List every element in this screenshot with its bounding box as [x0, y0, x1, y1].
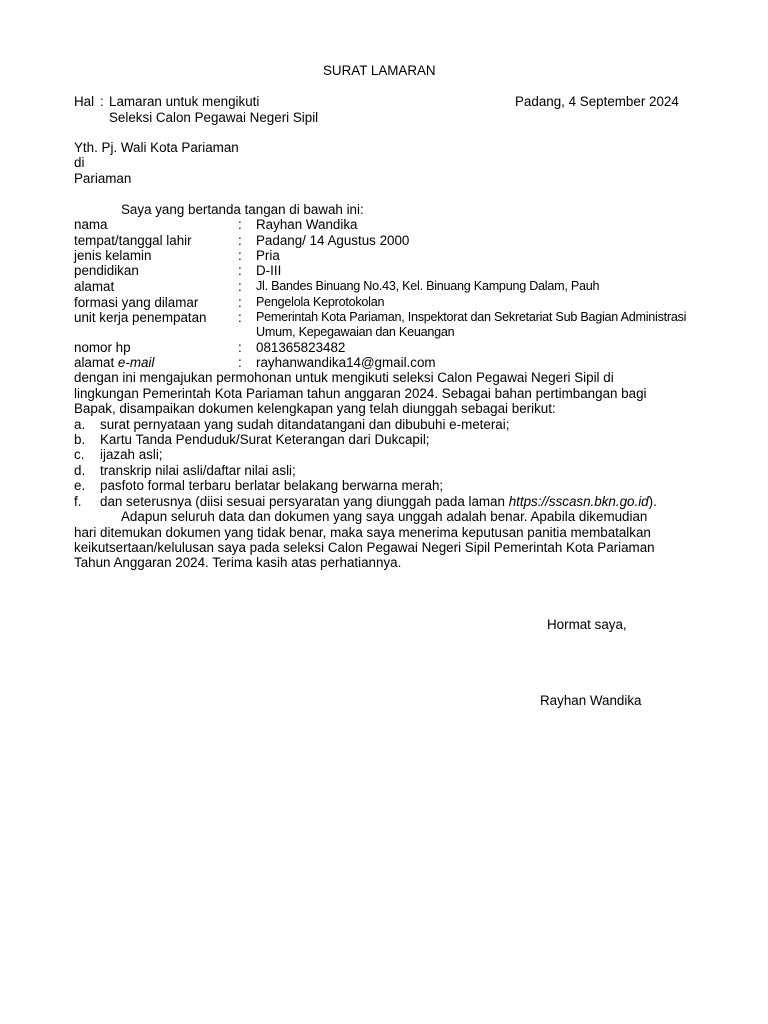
closing-line-1: Adapun seluruh data dan dokumen yang saya unggah adalah benar. Apabila dikemudian	[121, 509, 648, 524]
list-marker: c.	[74, 447, 85, 462]
field-value-formasi: Pengelola Keprotokolan	[256, 295, 385, 309]
sscasn-url: https://sscasn.bkn.go.id	[508, 494, 649, 509]
field-label-alamat: alamat	[74, 279, 115, 294]
subject-line-1: Lamaran untuk mengikuti	[109, 94, 260, 109]
list-item-text-after: ).	[648, 494, 657, 509]
list-item-text: transkrip nilai asli/daftar nilai asli;	[100, 463, 296, 478]
subject-label: Hal	[74, 94, 95, 109]
body-line-3: Bapak, disampaikan dokumen kelengkapan yang telah diunggah sebagai berikut:	[74, 401, 556, 416]
field-label-unit-kerja: unit kerja penempatan	[74, 310, 207, 325]
list-item-text: ijazah asli;	[100, 447, 163, 462]
field-label-email-prefix: alamat	[74, 355, 118, 370]
body-line-2: lingkungan Pemerintah Kota Pariaman tahun anggaran 2024. Sebagai bahan pertimbangan bagi	[74, 386, 647, 401]
field-value-jenis-kelamin: Pria	[256, 248, 280, 263]
field-value-pendidikan: D-III	[256, 263, 282, 278]
closing-line-4: Tahun Anggaran 2024. Terima kasih atas perhatiannya.	[74, 555, 402, 570]
field-colon: :	[238, 355, 242, 370]
field-colon: :	[238, 248, 242, 263]
subject-line-2: Seleksi Calon Pegawai Negeri Sipil	[109, 110, 319, 125]
list-marker: b.	[74, 432, 86, 447]
field-value-nama: Rayhan Wandika	[256, 217, 358, 232]
list-item-text: Kartu Tanda Penduduk/Surat Keterangan dari Dukcapil;	[100, 432, 430, 447]
field-value-ttl: Padang/ 14 Agustus 2000	[256, 233, 410, 248]
field-value-email: rayhanwandika14@gmail.com	[256, 355, 436, 370]
signature-name: Rayhan Wandika	[540, 693, 642, 708]
recipient-line-1: Yth. Pj. Wali Kota Pariaman	[74, 140, 239, 155]
field-label-ttl: tempat/tanggal lahir	[74, 233, 192, 248]
list-marker: d.	[74, 463, 86, 478]
field-colon: :	[238, 217, 242, 232]
field-label-jenis-kelamin: jenis kelamin	[74, 248, 152, 263]
field-value-unit-kerja-line-1: Pemerintah Kota Pariaman, Inspektorat dan Sekretariat Sub Bagian Administrasi	[256, 310, 687, 324]
list-marker: e.	[74, 478, 86, 493]
list-marker: f.	[74, 494, 82, 509]
list-item-text-before: dan seterusnya (diisi sesuai persyaratan yang diunggah pada laman	[100, 494, 509, 509]
field-value-nomor-hp: 081365823482	[256, 340, 346, 355]
place-date: Padang, 4 September 2024	[515, 94, 679, 109]
list-item-text	[100, 494, 657, 510]
field-colon: :	[238, 233, 242, 248]
field-colon: :	[238, 310, 242, 325]
field-colon: :	[238, 279, 242, 294]
field-colon: :	[238, 340, 242, 355]
subject-colon: :	[100, 94, 104, 109]
list-marker: a.	[74, 417, 86, 432]
list-item-text: pasfoto formal terbaru berlatar belakang berwarna merah;	[100, 478, 444, 493]
intro-text: Saya yang bertanda tangan di bawah ini:	[121, 202, 364, 217]
field-label-formasi: formasi yang dilamar	[74, 295, 199, 310]
field-label-pendidikan: pendidikan	[74, 263, 139, 278]
field-label-nomor-hp: nomor hp	[74, 340, 131, 355]
letter-title: SURAT LAMARAN	[323, 63, 436, 78]
field-colon: :	[238, 295, 242, 310]
closing-line-3: keikutsertaan/kelulusan saya pada seleksi Calon Pegawai Negeri Sipil Pemerintah Kota Pariaman	[74, 540, 655, 555]
signature-salutation: Hormat saya,	[547, 617, 627, 632]
field-value-unit-kerja-line-2: Umum, Kepegawaian dan Keuangan	[256, 325, 455, 339]
recipient-line-2: di	[74, 155, 85, 170]
closing-line-2: hari ditemukan dokumen yang tidak benar, maka saya menerima keputusan panitia membatalkan	[74, 525, 651, 540]
field-label-email	[74, 355, 154, 371]
field-colon: :	[238, 263, 242, 278]
list-item-text: surat pernyataan yang sudah ditandatangani dan dibubuhi e-meterai;	[100, 417, 510, 432]
field-value-alamat: Jl. Bandes Binuang No.43, Kel. Binuang Kampung Dalam, Pauh	[256, 279, 600, 293]
field-label-email-italic: e-mail	[117, 355, 155, 370]
recipient-line-3: Pariaman	[74, 171, 132, 186]
body-line-1: dengan ini mengajukan permohonan untuk mengikuti seleksi Calon Pegawai Negeri Sipil di	[74, 370, 614, 385]
field-label-nama: nama	[74, 217, 108, 232]
